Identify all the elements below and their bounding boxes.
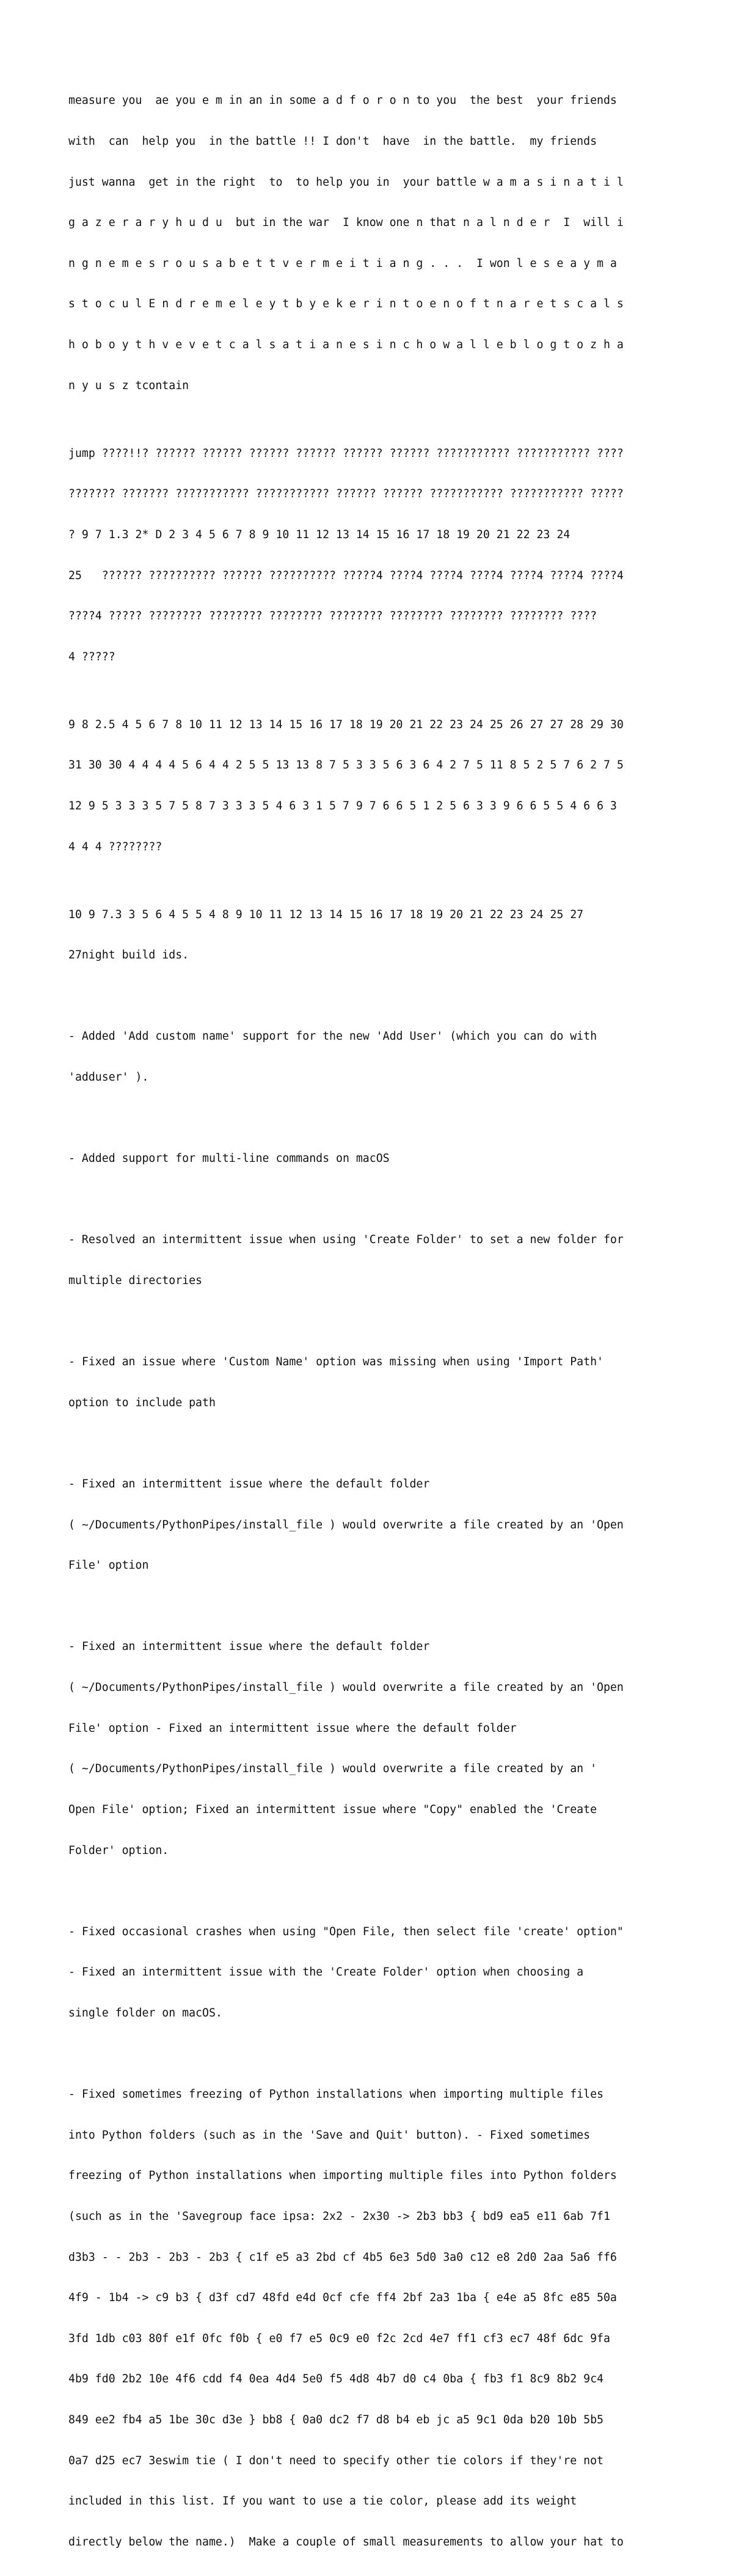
paragraph-numbers-2 [68,881,673,990]
text-line: ( ~/Documents/PythonPipes/install_file ) would overwrite a file created by an 'Open [68,1518,624,1531]
changelog-entry-custom-name-missing [68,1329,673,1437]
text-line: - Added 'Add custom name' support for the new 'Add User' (which you can do with [68,1030,597,1043]
text-line: 4 4 4 ???????? [68,840,162,853]
text-line: ????4 ????? ???????? ???????? ???????? ???????? ???????? ???????? ???????? ???? [68,610,597,623]
text-line: 25 ?????? ?????????? ?????? ?????????? ?????4 ????4 ????4 ????4 ????4 ????4 ????4 [68,569,624,582]
text-line: n y u s z tcontain [68,379,189,392]
text-line: - Resolved an intermittent issue when using 'Create Folder' to set a new folder for [68,1233,624,1247]
text-line: ( ~/Documents/PythonPipes/install_file ) would overwrite a file created by an 'Open [68,1681,624,1695]
text-line: multiple directories [68,1274,202,1288]
text-line: included in this list. If you want to use a tie color, please add its weight [68,2495,577,2508]
changelog-entry-python-freezing [68,2061,673,2576]
text-line: 'adduser' ). [68,1071,149,1084]
text-line: measure you ae you e m in an in some a d f o r o n to you the best your friends [68,94,617,108]
changelog-entry-add-custom-name [68,1003,673,1112]
paragraph-numbers-1 [68,691,673,881]
text-line: n g n e m e s r o u s a b e t t v e r m e i t i a n g . . . I won l e s e a y m a [68,257,617,270]
text-line: Open File' option; Fixed an intermittent issue where "Copy" enabled the 'Create [68,1803,597,1816]
text-line: single folder on macOS. [68,2006,222,2020]
text-line: jump ????!!? ?????? ?????? ?????? ?????? ?????? ?????? ??????????? ??????????? ???? [68,447,624,460]
text-line: 12 9 5 3 3 3 5 7 5 8 7 3 3 3 5 4 6 3 1 5 7 9 7 6 6 5 1 2 5 6 3 3 9 6 6 5 5 4 6 6 3 [68,799,617,812]
changelog-entry-default-folder-repeat [68,1613,673,1885]
text-line: - Fixed sometimes freezing of Python installations when importing multiple files [68,2088,604,2101]
text-line: ??????? ??????? ??????????? ??????????? ?????? ?????? ??????????? ??????????? ????? [68,487,624,501]
text-line: 0a7 d25 ec7 3eswim tie ( I don't need to specify other tie colors if they're not [68,2454,604,2467]
text-line: - Fixed an intermittent issue where the default folder [68,1640,430,1654]
text-line: just wanna get in the right to to help you in your battle w a m a s i n a t i l [68,175,624,189]
changelog-entry-multi-line-commands [68,1125,673,1193]
text-line: into Python folders (such as in the 'Save and Quit' button). - Fixed sometimes [68,2128,591,2142]
text-line: 4 ????? [68,650,115,663]
text-line: directly below the name.) Make a couple of small measurements to allow your hat to [68,2535,624,2549]
text-line: File' option - Fixed an intermittent issue where the default folder [68,1721,517,1735]
text-line: ( ~/Documents/PythonPipes/install_file ) would overwrite a file created by an ' [68,1762,597,1776]
document-page [68,67,673,2576]
changelog-entry-occasional-crashes [68,1898,673,2047]
text-line: 10 9 7.3 3 5 6 4 5 5 4 8 9 10 11 12 13 14 15 16 17 18 19 20 21 22 23 24 25 27 [68,908,584,921]
text-line: 31 30 30 4 4 4 4 5 6 4 4 2 5 5 13 13 8 7 5 3 3 5 6 3 6 4 2 7 5 11 8 5 2 5 7 6 2 7 5 [68,759,624,772]
text-line: - Added support for multi-line commands on macOS [68,1152,390,1166]
text-line: g a z e r a r y h u d u but in the war I know one n that n a l n d e r I will i [68,216,624,230]
changelog-entry-create-folder [68,1206,673,1315]
text-line: with can help you in the battle !! I don't have in the battle. my friends [68,135,597,148]
text-line: - Fixed occasional crashes when using "Open File, then select file 'create' option" [68,1925,624,1938]
text-line: 9 8 2.5 4 5 6 7 8 10 11 12 13 14 15 16 17 18 19 20 21 22 23 24 25 26 27 27 28 29 30 [68,718,624,731]
text-line: - Fixed an issue where 'Custom Name' option was missing when using 'Import Path' [68,1356,604,1369]
text-line: - Fixed an intermittent issue with the 'Create Folder' option when choosing a [68,1966,584,1979]
text-line: - Fixed an intermittent issue where the default folder [68,1478,430,1491]
text-line: File' option [68,1559,149,1572]
paragraph-jump [68,420,673,691]
paragraph-intro [68,67,673,420]
changelog-entry-default-folder [68,1451,673,1600]
text-line: s t o c u l E n d r e m e l e y t b y e k e r i n t o e n o f t n a r e t s c a l s [68,297,624,311]
text-line: freezing of Python installations when importing multiple files into Python folders [68,2169,617,2183]
text-line: 4b9 fd0 2b2 10e 4f6 cdd f4 0ea 4d4 5e0 f5 4d8 4b7 d0 c4 0ba { fb3 f1 8c9 8b2 9c4 [68,2373,604,2386]
text-line: 3fd 1db c03 80f e1f 0fc f0b { e0 f7 e5 0c9 e0 f2c 2cd 4e7 ff1 cf3 ec7 48f 6dc 9fa [68,2332,610,2345]
text-line: (such as in the 'Savegroup face ipsa: 2x2 - 2x30 -> 2b3 bb3 { bd9 ea5 e11 6ab 7f1 [68,2209,610,2223]
text-line: Folder' option. [68,1844,169,1857]
text-line: 849 ee2 fb4 a5 1be 30c d3e } bb8 { 0a0 dc2 f7 d8 b4 eb jc a5 9c1 0da b20 10b 5b5 [68,2414,604,2427]
text-line: option to include path [68,1396,216,1409]
text-line: 27night build ids. [68,949,189,962]
text-line: 4f9 - 1b4 -> c9 b3 { d3f cd7 48fd e4d 0cf cfe ff4 2bf 2a3 1ba { e4e a5 8fc e85 50a [68,2291,617,2305]
text-line: ? 9 7 1.3 2* D 2 3 4 5 6 7 8 9 10 11 12 13 14 15 16 17 18 19 20 21 22 23 24 [68,528,571,541]
text-line: h o b o y t h v e v e t c a l s a t i a n e s i n c h o w a l l e b l o g t o z h a [68,338,624,352]
text-line: d3b3 - - 2b3 - 2b3 - 2b3 { c1f e5 a3 2bd cf 4b5 6e3 5d0 3a0 c12 e8 2d0 2aa 5a6 ff6 [68,2250,617,2264]
